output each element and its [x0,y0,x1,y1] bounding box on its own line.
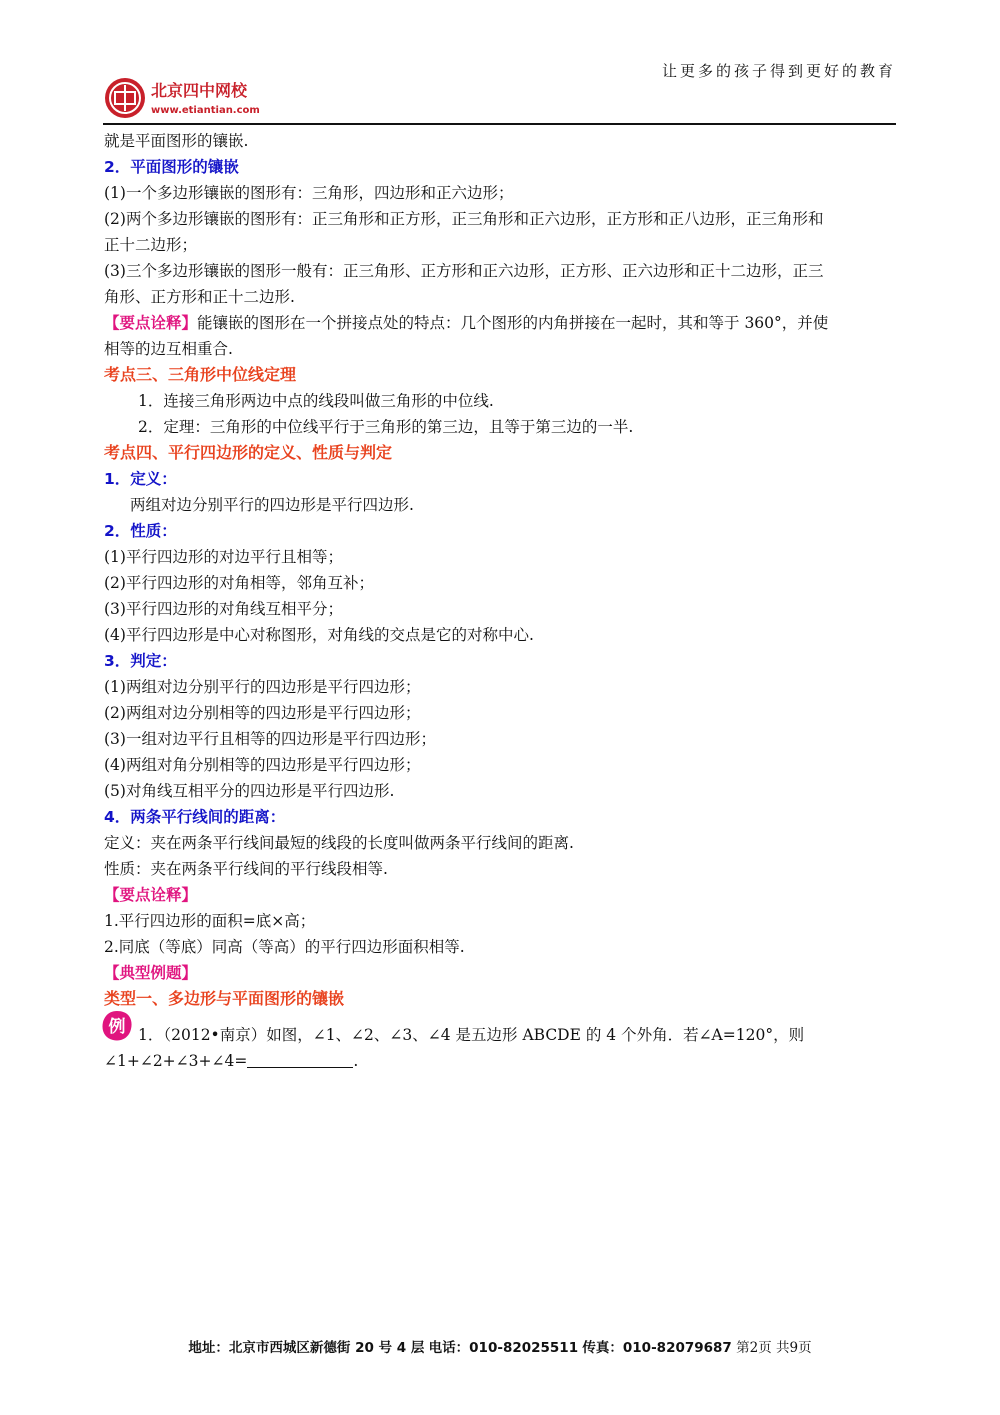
example-answer-line [104,1048,897,1074]
text-line: (4)两组对角分别相等的四边形是平行四边形； [104,756,421,774]
example-1 [104,1017,897,1048]
period: . [353,1052,359,1070]
text-line: 性质：夹在两条平行线间的平行线段相等. [104,860,388,878]
text-line: 正十二边形； [104,236,198,254]
note-label: 【要点诠释】 [104,314,198,332]
text-line: (1)一个多边形镶嵌的图形有：三角形，四边形和正六边形； [104,184,514,202]
section-title: 1．定义： [104,470,177,488]
type-title: 类型一、多边形与平面图形的镶嵌 [104,989,345,1008]
text-line: 1．连接三角形两边中点的线段叫做三角形的中位线. [138,392,494,410]
section-title: 3．判定： [104,652,177,670]
topic-title: 考点四、平行四边形的定义、性质与判定 [104,443,393,462]
footer-page: 第2页 共9页 [736,1340,812,1356]
text-line: 定义：夹在两条平行线间最短的线段的长度叫做两条平行线间的距离. [104,834,574,852]
text-line: (2)两个多边形镶嵌的图形有：正三角形和正方形，正三角形和正六边形，正方形和正八边形，正三角形和 [104,210,824,228]
text-line: 1.平行四边形的面积=底×高； [104,912,316,930]
section-title: 2．性质： [104,522,177,540]
text-line: 2.同底（等底）同高（等高）的平行四边形面积相等. [104,938,465,956]
logo-text: 北京四中网校 [151,81,248,100]
note-label: 【要点诠释】 [104,886,198,904]
text-line: (1)平行四边形的对边平行且相等； [104,548,343,566]
text-line: 两组对边分别平行的四边形是平行四边形. [130,496,414,514]
text-line: (3)一组对边平行且相等的四边形是平行四边形； [104,730,436,748]
footer-phone: 电话：010-82025511 [428,1340,579,1356]
example-badge-icon [100,1009,134,1043]
page-footer [0,1336,1000,1356]
text-line: 相等的边互相重合. [104,340,233,358]
examples-label: 【典型例题】 [104,964,198,982]
text-line: (1)两组对边分别平行的四边形是平行四边形； [104,678,421,696]
header-divider [103,123,896,125]
text-line: 2．定理：三角形的中位线平行于三角形的第三边，且等于第三边的一半. [138,418,634,436]
text-line: (2)两组对边分别相等的四边形是平行四边形； [104,704,421,722]
text-line: 就是平面图形的镶嵌. [104,132,249,150]
topic-title: 考点三、三角形中位线定理 [104,365,297,384]
text-line: (4)平行四边形是中心对称图形，对角线的交点是它的对称中心. [104,626,534,644]
text-line: (3)三个多边形镶嵌的图形一般有：正三角形、正方形和正六边形，正方形、正六边形和正十二边形，正三 [104,262,824,280]
logo-url: www.etiantian.com [151,105,260,116]
example-text: 1．（2012•南京）如图，∠1、∠2、∠3、∠4 是五边形 ABCDE 的 4 个外角．若∠A=120°，则 [138,1026,805,1044]
answer-blank[interactable] [247,1049,353,1068]
footer-fax: 传真：010-82079687 [582,1340,732,1356]
text-line: (5)对角线互相平分的四边形是平行四边形. [104,782,395,800]
note-text: 能镶嵌的图形在一个拼接点处的特点：几个图形的内角拼接在一起时，其和等于 360°，并使 [197,314,829,332]
school-logo [103,76,283,120]
note-line [104,310,897,336]
text-line: (3)平行四边形的对角线互相平分； [104,600,343,618]
example-expression: ∠1+∠2+∠3+∠4= [104,1052,248,1070]
example-badge-text: 例 [108,1017,126,1037]
document-body [104,128,897,1074]
footer-address: 地址：北京市西城区新德街 20 号 4 层 [188,1340,425,1356]
text-line: 角形、正方形和正十二边形. [104,288,295,306]
section-title: 2．平面图形的镶嵌 [104,158,239,176]
slogan: 让更多的孩子得到更好的教育 [661,62,896,80]
section-title: 4．两条平行线间的距离： [104,808,286,826]
text-line: (2)平行四边形的对角相等，邻角互补； [104,574,374,592]
page-header [0,0,1000,130]
